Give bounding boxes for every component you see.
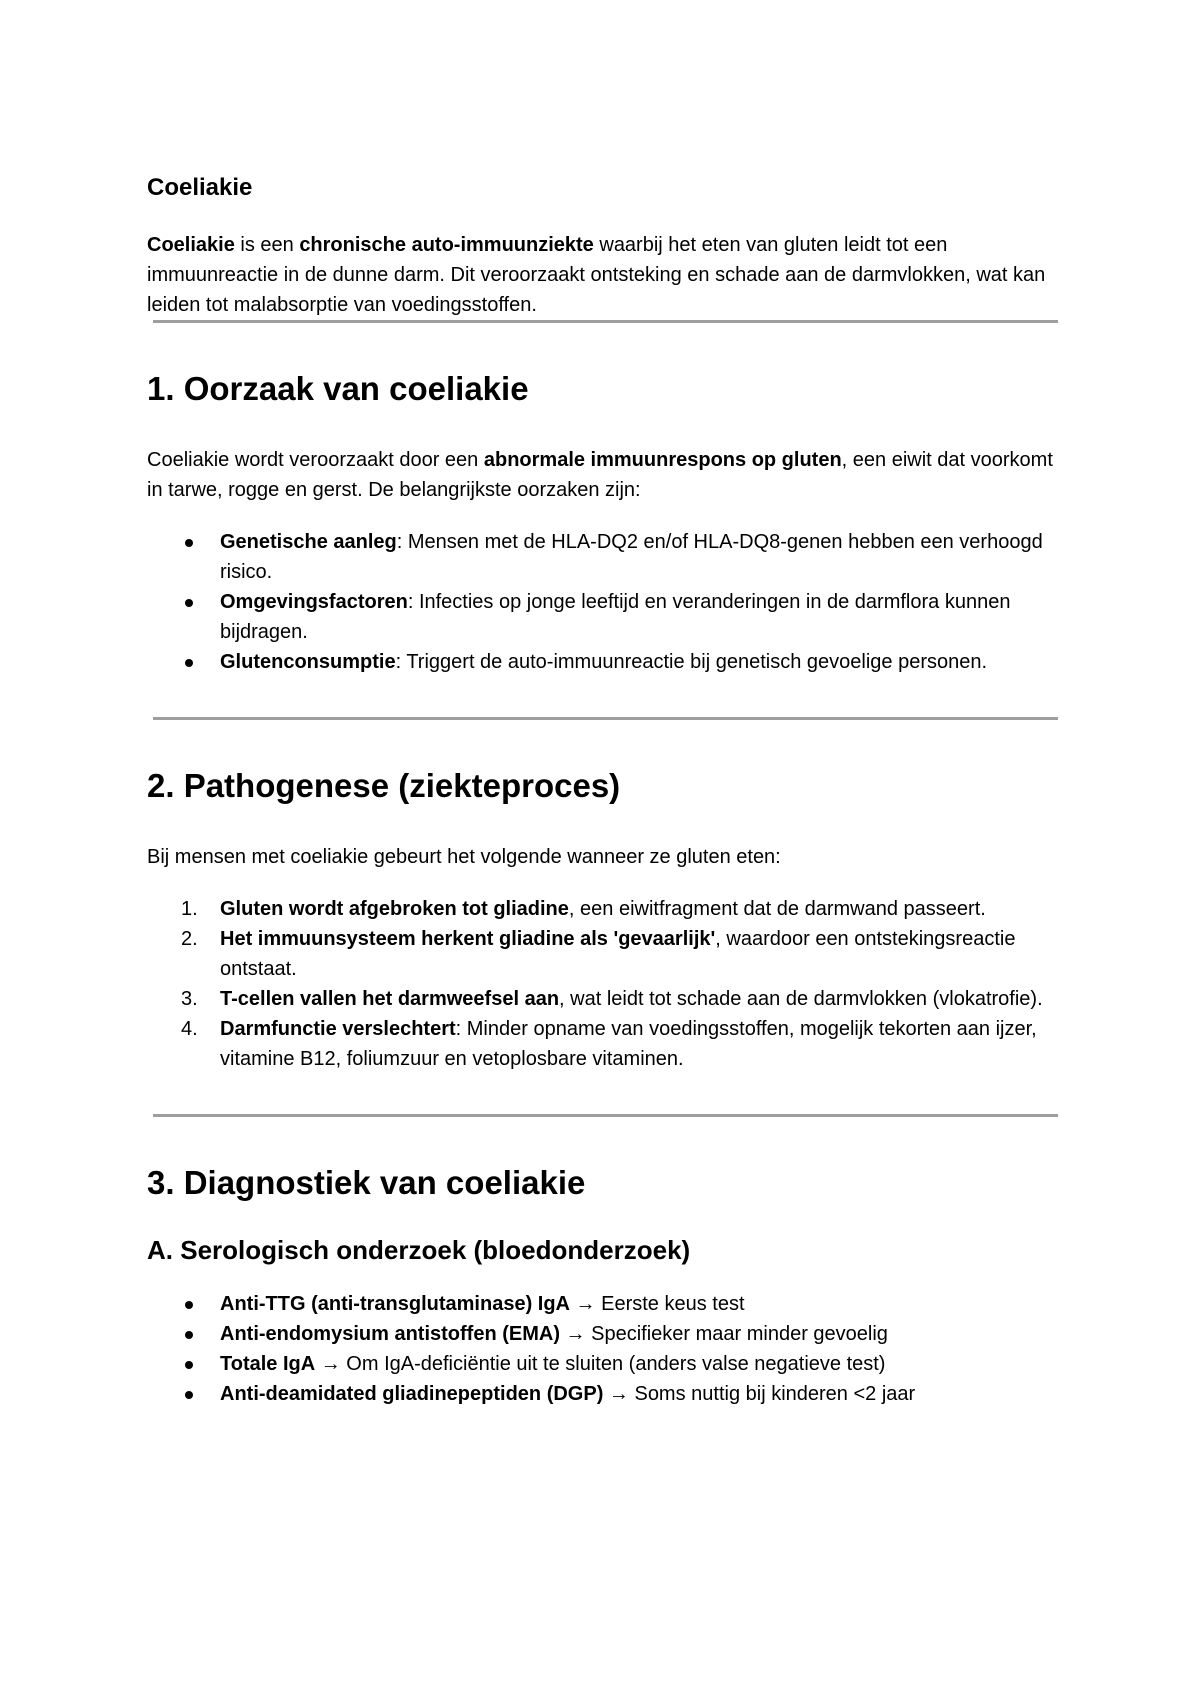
list-item-bold: T-cellen vallen het darmweefsel aan bbox=[220, 988, 560, 1010]
list-item bbox=[147, 1014, 1067, 1074]
list-item-number: 3. bbox=[181, 988, 198, 1010]
document-title: Coeliakie bbox=[147, 174, 253, 201]
intro-term: Coeliakie bbox=[147, 234, 235, 256]
list-item-bold: Anti-TTG (anti-transglutaminase) IgA bbox=[220, 1293, 570, 1315]
section-1-lead-bold: abnormale immuunrespons op gluten bbox=[483, 449, 842, 471]
document-page bbox=[147, 172, 1067, 1409]
section-1-lead-text-1: Coeliakie wordt veroorzaakt door een bbox=[147, 449, 484, 471]
list-item bbox=[147, 984, 1067, 1014]
list-item-number: 1. bbox=[181, 898, 198, 920]
section-divider bbox=[153, 717, 1058, 720]
bullet-icon bbox=[185, 1301, 193, 1309]
bullet-icon bbox=[185, 1391, 193, 1399]
list-item bbox=[147, 647, 1067, 677]
list-item-text: : Infecties op jonge leeftijd en veranderingen in de darmflora kunnen bijdragen. bbox=[220, 591, 1011, 643]
section-1-lead bbox=[147, 445, 1067, 505]
list-item-bold: Het immuunsysteem herkent gliadine als 'gevaarlijk' bbox=[220, 928, 716, 950]
bullet-icon bbox=[185, 1331, 193, 1339]
bullet-icon bbox=[185, 1361, 193, 1369]
list-item-text: , wat leidt tot schade aan de darmvlokken (vlokatrofie). bbox=[559, 988, 1043, 1010]
section-1-lead-text-2: , een eiwit dat voorkomt in tarwe, rogge en gerst. De belangrijkste oorzaken zijn: bbox=[147, 449, 1053, 501]
list-item-bold: Darmfunctie verslechtert bbox=[220, 1018, 456, 1040]
list-item-text: → Om IgA-deficiëntie uit te sluiten (anders valse negatieve test) bbox=[315, 1353, 886, 1375]
list-item bbox=[147, 527, 1067, 587]
section-3-heading: 3. Diagnostiek van coeliakie bbox=[147, 1164, 586, 1201]
section-1-heading: 1. Oorzaak van coeliakie bbox=[147, 370, 529, 407]
list-item-bold: Anti-deamidated gliadinepeptiden (DGP) bbox=[220, 1383, 604, 1405]
section-2-heading: 2. Pathogenese (ziekteproces) bbox=[147, 767, 621, 804]
bullet-icon bbox=[185, 659, 193, 667]
list-item-text: → Eerste keus test bbox=[570, 1293, 745, 1315]
list-item-text: , een eiwitfragment dat de darmwand passeert. bbox=[568, 898, 986, 920]
intro-text-1: is een bbox=[234, 234, 300, 256]
list-item-text: , waardoor een ontstekingsreactie ontstaat. bbox=[220, 928, 1016, 980]
intro-paragraph bbox=[147, 230, 1067, 320]
bullet-icon bbox=[185, 539, 193, 547]
section-divider bbox=[153, 320, 1058, 323]
section-divider bbox=[153, 1114, 1058, 1117]
list-item bbox=[147, 587, 1067, 647]
section-2-list bbox=[147, 894, 1067, 1074]
list-item-bold: Gluten wordt afgebroken tot gliadine bbox=[220, 898, 569, 920]
section-1-list bbox=[147, 527, 1067, 677]
list-item bbox=[147, 894, 1067, 924]
list-item-bold: Anti-endomysium antistoffen (EMA) bbox=[220, 1323, 560, 1345]
section-2-lead: Bij mensen met coeliakie gebeurt het volgende wanneer ze gluten eten: bbox=[147, 846, 781, 868]
list-item-text: → Specifieker maar minder gevoelig bbox=[560, 1323, 888, 1345]
list-item bbox=[147, 1379, 1067, 1409]
list-item-text: : Minder opname van voedingsstoffen, mogelijk tekorten aan ijzer, vitamine B12, foliumzuur en vetoplosbare vitaminen. bbox=[220, 1018, 1037, 1070]
list-item bbox=[147, 1289, 1067, 1319]
section-3-list bbox=[147, 1289, 1067, 1409]
list-item-text: : Mensen met de HLA-DQ2 en/of HLA-DQ8-genen hebben een verhoogd risico. bbox=[220, 531, 1043, 583]
intro-bold-1: chronische auto-immuunziekte bbox=[299, 234, 594, 256]
list-item-number: 4. bbox=[181, 1018, 198, 1040]
list-item bbox=[147, 924, 1067, 984]
list-item-bold: Genetische aanleg bbox=[220, 531, 397, 553]
list-item-bold: Glutenconsumptie bbox=[220, 651, 396, 673]
list-item-bold: Totale IgA bbox=[220, 1353, 316, 1375]
list-item-text: : Triggert de auto-immuunreactie bij genetisch gevoelige personen. bbox=[395, 651, 988, 673]
list-item bbox=[147, 1349, 1067, 1379]
list-item bbox=[147, 1319, 1067, 1349]
section-3-subheading: A. Serologisch onderzoek (bloedonderzoek) bbox=[147, 1235, 691, 1265]
list-item-bold: Omgevingsfactoren bbox=[220, 591, 408, 613]
bullet-icon bbox=[185, 599, 193, 607]
intro-text-2: waarbij het eten van gluten leidt tot een immuunreactie in de dunne darm. Dit veroorzaakt ontsteking en schade aan de darmvlokken, wat kan leiden tot malabsorptie van voedingsstoffen. bbox=[147, 234, 1046, 316]
list-item-text: → Soms nuttig bij kinderen <2 jaar bbox=[603, 1383, 916, 1405]
list-item-number: 2. bbox=[181, 928, 198, 950]
